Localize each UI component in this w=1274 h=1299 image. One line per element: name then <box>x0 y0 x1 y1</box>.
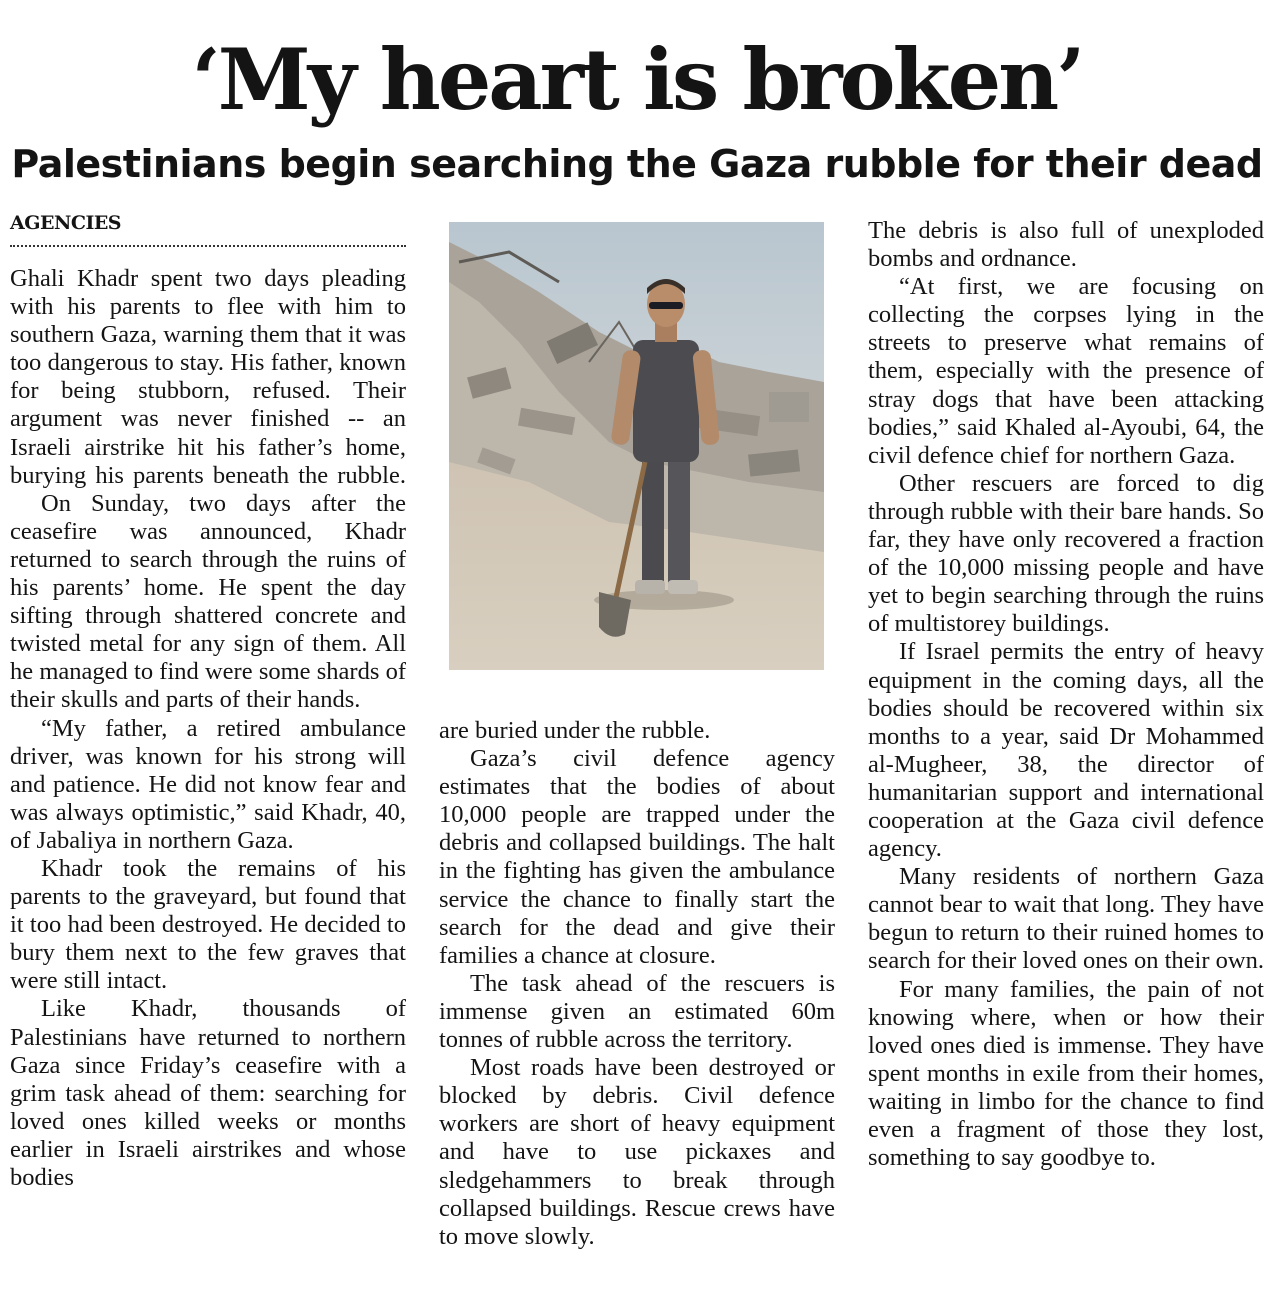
article-column-2 <box>439 717 835 1287</box>
byline-divider <box>10 245 406 247</box>
article-column-3 <box>868 217 1264 1287</box>
rescuer-photo-illustration <box>449 222 824 670</box>
paragraph: Other rescuers are forced to dig through rubble with their bare hands. So far, they have only recovered a fraction of the 10,000 missing people and have yet to begin searching through the ruins of multistorey buildings. <box>868 469 1264 638</box>
article-photo <box>449 222 824 670</box>
paragraph: Many residents of northern Gaza cannot bear to wait that long. They have begun to return to their ruined homes to search for their loved ones on their own. <box>868 863 1264 975</box>
paragraph: Most roads have been destroyed or blocked by debris. Civil defence workers are short of heavy equipment and have to use pickaxes and sledgehammers to break through collapsed buildings. Rescue crews have to move slowly. <box>439 1054 835 1250</box>
paragraph: “My father, a retired ambulance driver, was known for his strong will and patience. He did not know fear and was always optimistic,” said Khadr, 40, of Jabaliya in northern Gaza. <box>10 714 406 854</box>
subheadline: Palestinians begin searching the Gaza rubble for their dead <box>11 142 1263 186</box>
paragraph: Gaza’s civil defence agency estimates that the bodies of about 10,000 people are trapped under the debris and collapsed buildings. The halt in the fighting has given the ambulance service the chance to finally start the search for the dead and give their families a chance at closure. <box>439 745 835 969</box>
paragraph: On Sunday, two days after the ceasefire was announced, Khadr returned to search through the ruins of his parents’ home. He spent the day sifting through shattered concrete and twisted metal for any sign of them. All he managed to find were some shards of their skulls and parts of their hands. <box>10 489 406 714</box>
paragraph: Khadr took the remains of his parents to the graveyard, but found that it too had been destroyed. He decided to bury them next to the few graves that were still intact. <box>10 854 406 995</box>
paragraph: The task ahead of the rescuers is immense given an estimated 60m tonnes of rubble across the territory. <box>439 969 835 1054</box>
paragraph: Like Khadr, thousands of Palestinians have returned to northern Gaza since Friday’s ceasefire with a grim task ahead of them: searching for loved ones killed weeks or months earlier in Israeli airstrikes and whose bodies <box>10 995 406 1191</box>
paragraph: Ghali Khadr spent two days pleading with his parents to flee with him to southern Gaza, warning them that it was too dangerous to stay. His father, known for being stubborn, refused. Their argument was never finished -- an Israeli airstrike hit his father’s home, burying his parents beneath the rubble. <box>10 265 406 489</box>
paragraph: If Israel permits the entry of heavy equipment in the coming days, all the bodies should be recovered within six months to a year, said Dr Mohammed al-Mugheer, 38, the director of humanitarian support and international cooperation at the Gaza civil defence agency. <box>868 638 1264 863</box>
byline: AGENCIES <box>10 212 122 234</box>
paragraph: For many families, the pain of not knowing where, when or how their loved ones died is immense. They have spent months in exile from their homes, waiting in limbo for the chance to find even a fragment of those they lost, something to say goodbye to. <box>868 975 1264 1172</box>
paragraph: The debris is also full of unexploded bombs and ordnance. <box>868 217 1264 273</box>
headline: ‘My heart is broken’ <box>191 30 1083 129</box>
paragraph: “At first, we are focusing on collecting the corpses lying in the streets to preserve what remains of them, especially with the presence of stray dogs that have been attacking bodies,” said Khaled al-Ayoubi, 64, the civil defence chief for northern Gaza. <box>868 273 1264 469</box>
article-column-1 <box>10 265 406 1287</box>
paragraph: are buried under the rubble. <box>439 717 711 744</box>
